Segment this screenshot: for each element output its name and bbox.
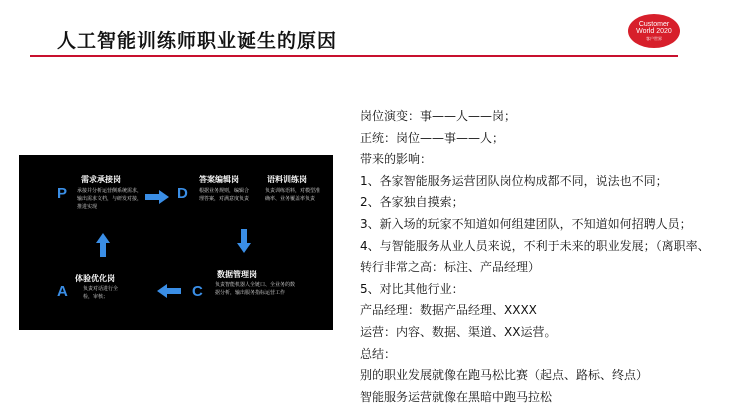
answer-edit-post-title: 答案编辑岗: [199, 175, 239, 184]
logo-line2: World 2020: [636, 28, 672, 35]
title-divider: [30, 55, 678, 57]
data-mgmt-post-desc: 负责智能机器人全链口、全业务的数据分析，输出服务指标运营工作: [215, 282, 296, 296]
text-line: 1、各家智能服务运营团队岗位构成都不同，说法也不同；: [360, 173, 668, 188]
logo-line3: 客户世界: [646, 36, 662, 41]
text-line: 岗位演变：事——人——岗；: [360, 109, 517, 123]
text-line: 智能服务运营就像在黑暗中跑马拉松: [360, 389, 553, 404]
text-line: 产品经理：数据产品经理、XXXX: [360, 303, 537, 318]
text-line: 2、各家独自摸索；: [360, 195, 464, 210]
letter-c: C: [192, 283, 203, 300]
answer-edit-post-desc: 根据业务规则，编辑合理答案，对满意度负责: [199, 188, 250, 202]
text-line: 转行非常之高：标注、产品经理）: [360, 260, 541, 275]
corpus-post-title: 语料训练岗: [267, 175, 307, 184]
pdca-job-diagram: [19, 155, 333, 330]
text-line: 4、与智能服务从业人员来说，不利于未来的职业发展；（离职率、: [360, 238, 710, 253]
text-line: 5、对比其他行业：: [360, 281, 464, 296]
text-line: 正统：岗位——事——人；: [360, 130, 505, 145]
data-mgmt-post-title: 数据管理岗: [217, 270, 257, 279]
experience-post-desc: 负责对话进行全检，审核；: [83, 286, 119, 300]
text-line: 总结：: [360, 346, 397, 361]
text-line: 带来的影响：: [360, 152, 433, 167]
letter-d: D: [177, 185, 188, 202]
logo-line1: Customer: [638, 21, 670, 28]
corpus-post-desc: 负责训练语料，对模型准确率、业务覆盖率负责: [265, 188, 321, 202]
content-text-block: [360, 106, 710, 408]
arrow-down-icon: [237, 229, 251, 253]
text-line: 别的职业发展就像在跑马松比赛（起点、路标、终点）: [360, 368, 649, 383]
customer-world-logo: [628, 14, 680, 48]
page-title: 人工智能训练师职业诞生的原因: [57, 30, 338, 52]
experience-post-title: 体验优化岗: [75, 274, 115, 283]
letter-p: P: [57, 185, 68, 202]
arrow-left-icon: [157, 284, 181, 298]
arrow-up-icon: [96, 233, 110, 257]
text-line: 3、新入场的玩家不知道如何组建团队，不知道如何招聘人员；: [360, 216, 692, 231]
demand-post-desc: 承接并分析运营侧系统需求，输出需求文档，与研发对接，推进实现: [77, 188, 143, 210]
arrow-right-icon: [145, 190, 169, 204]
text-line: 运营：内容、数据、渠道、XX运营。: [360, 324, 557, 339]
letter-a: A: [57, 283, 68, 300]
demand-post-title: 需求承接岗: [81, 175, 121, 184]
